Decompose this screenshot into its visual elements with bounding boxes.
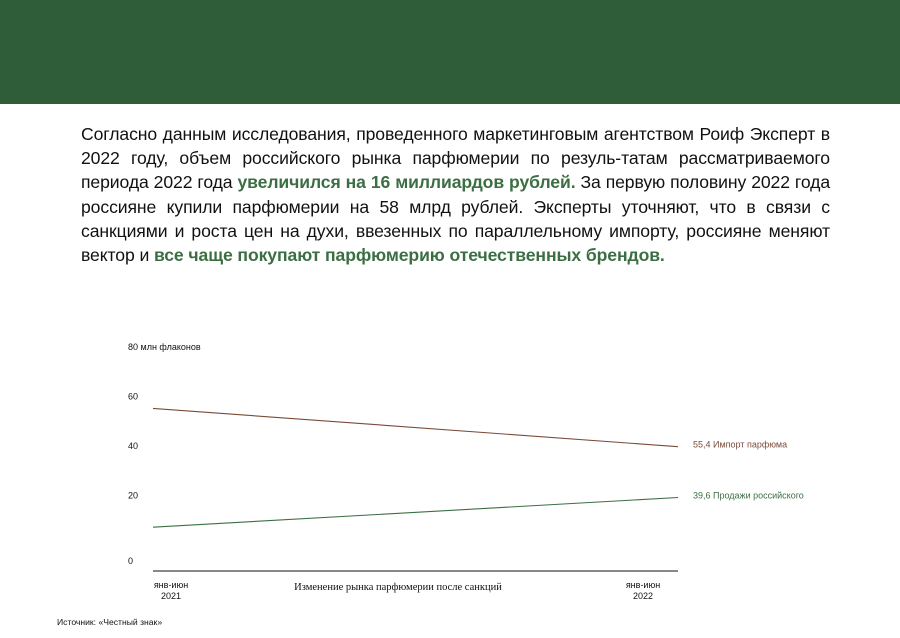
series-line: [153, 498, 678, 528]
y-tick-label: 60: [128, 391, 139, 402]
series-end-label: 39,6 Продажи российского: [693, 490, 804, 501]
y-tick-label: 20: [128, 490, 139, 501]
source-note: Источник: «Честный знак»: [57, 617, 163, 627]
y-tick-label: 0: [128, 556, 134, 566]
intro-highlight-domestic: все чаще покупают парфюмерию отечественных брендов.: [153, 245, 665, 266]
chart-series: [153, 408, 804, 527]
y-tick-label: 40: [128, 441, 139, 451]
x-tick-label: янв-июн: [625, 580, 661, 590]
x-tick-label: 2021: [160, 591, 182, 601]
y-tick-label: 80 млн флаконов: [128, 342, 201, 352]
x-tick-label: янв-июн: [153, 580, 189, 590]
intro-highlight-growth: увеличился на 16 миллиардов рублей.: [237, 172, 576, 193]
y-axis-ticks: [128, 342, 201, 566]
x-tick-label: 2022: [632, 591, 654, 601]
series-line: [153, 408, 678, 446]
series-end-label: 55,4 Импорт парфюма: [693, 439, 788, 450]
intro-text-2: За первую половину 2022 года россияне купили парфюмерии на 58 млрд рублей. Эксперты уточняют, что в связи с санкциями и роста цен на духи, ввезенных по параллельному импорту, россияне меняют вектор и: [81, 172, 831, 266]
chart-title: Изменение рынка парфюмерии после санкций: [294, 582, 502, 593]
intro-text-1: Согласно данным исследования, проведенного маркетинговым агентством Роиф Эксперт в 2022 году, объем российского рынка парфюмерии по резуль-татам рассматриваемого периода 2022 года: [81, 124, 830, 193]
